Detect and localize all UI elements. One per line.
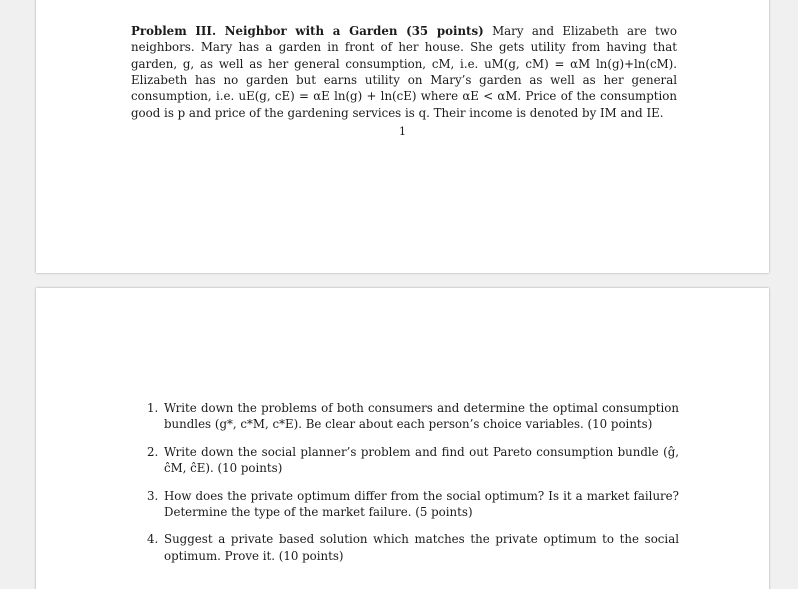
- question-number: 1.: [147, 401, 159, 415]
- question-number: 2.: [147, 444, 159, 459]
- page-number: 1: [399, 125, 406, 138]
- question-text: How does the private optimum differ from the social optimum? Is it a market failure? Determine the type of the market failure. (5 points): [164, 488, 679, 520]
- question-item: [147, 444, 679, 477]
- question-text: Write down the problems of both consumers and determine the optimal consumption bundles (g*, c*M, c*E). Be clear about each person’s choice variables. (10 points): [164, 401, 679, 432]
- question-number: 3.: [147, 488, 159, 503]
- question-number: 4.: [147, 532, 159, 547]
- question-text: Suggest a private based solution which matches the private optimum to the social optimum. Prove it. (10 points): [164, 532, 679, 563]
- question-item: [147, 488, 679, 521]
- question-item: [147, 531, 679, 564]
- page-1: [36, 0, 769, 273]
- question-text: Write down the social planner’s problem and find out Pareto consumption bundle (ĝ, ĉM, ĉE). (10 points): [164, 444, 679, 476]
- question-item: [147, 400, 679, 433]
- problem-paragraph: [131, 23, 677, 121]
- problem-heading: Problem III. Neighbor with a Garden (35 points): [131, 23, 484, 38]
- page-2: [36, 288, 769, 589]
- problem-text: Mary and Elizabeth are two neighbors. Mary has a garden in front of her house. She gets utility from having that garden, g, as well as her general consumption, cM, i.e. uM(g, cM) = αM ln(g)+ln(cM). Elizabeth has no garden but earns utility on Mary’s garden as well as her general consumption, i.e. uE(g, cE) = αE ln(g) + ln(cE) where αE < αM. Price of the consumption good is p and price of the gardening services is q. Their income is denoted by IM and IE.: [131, 23, 677, 120]
- question-list: [147, 400, 679, 575]
